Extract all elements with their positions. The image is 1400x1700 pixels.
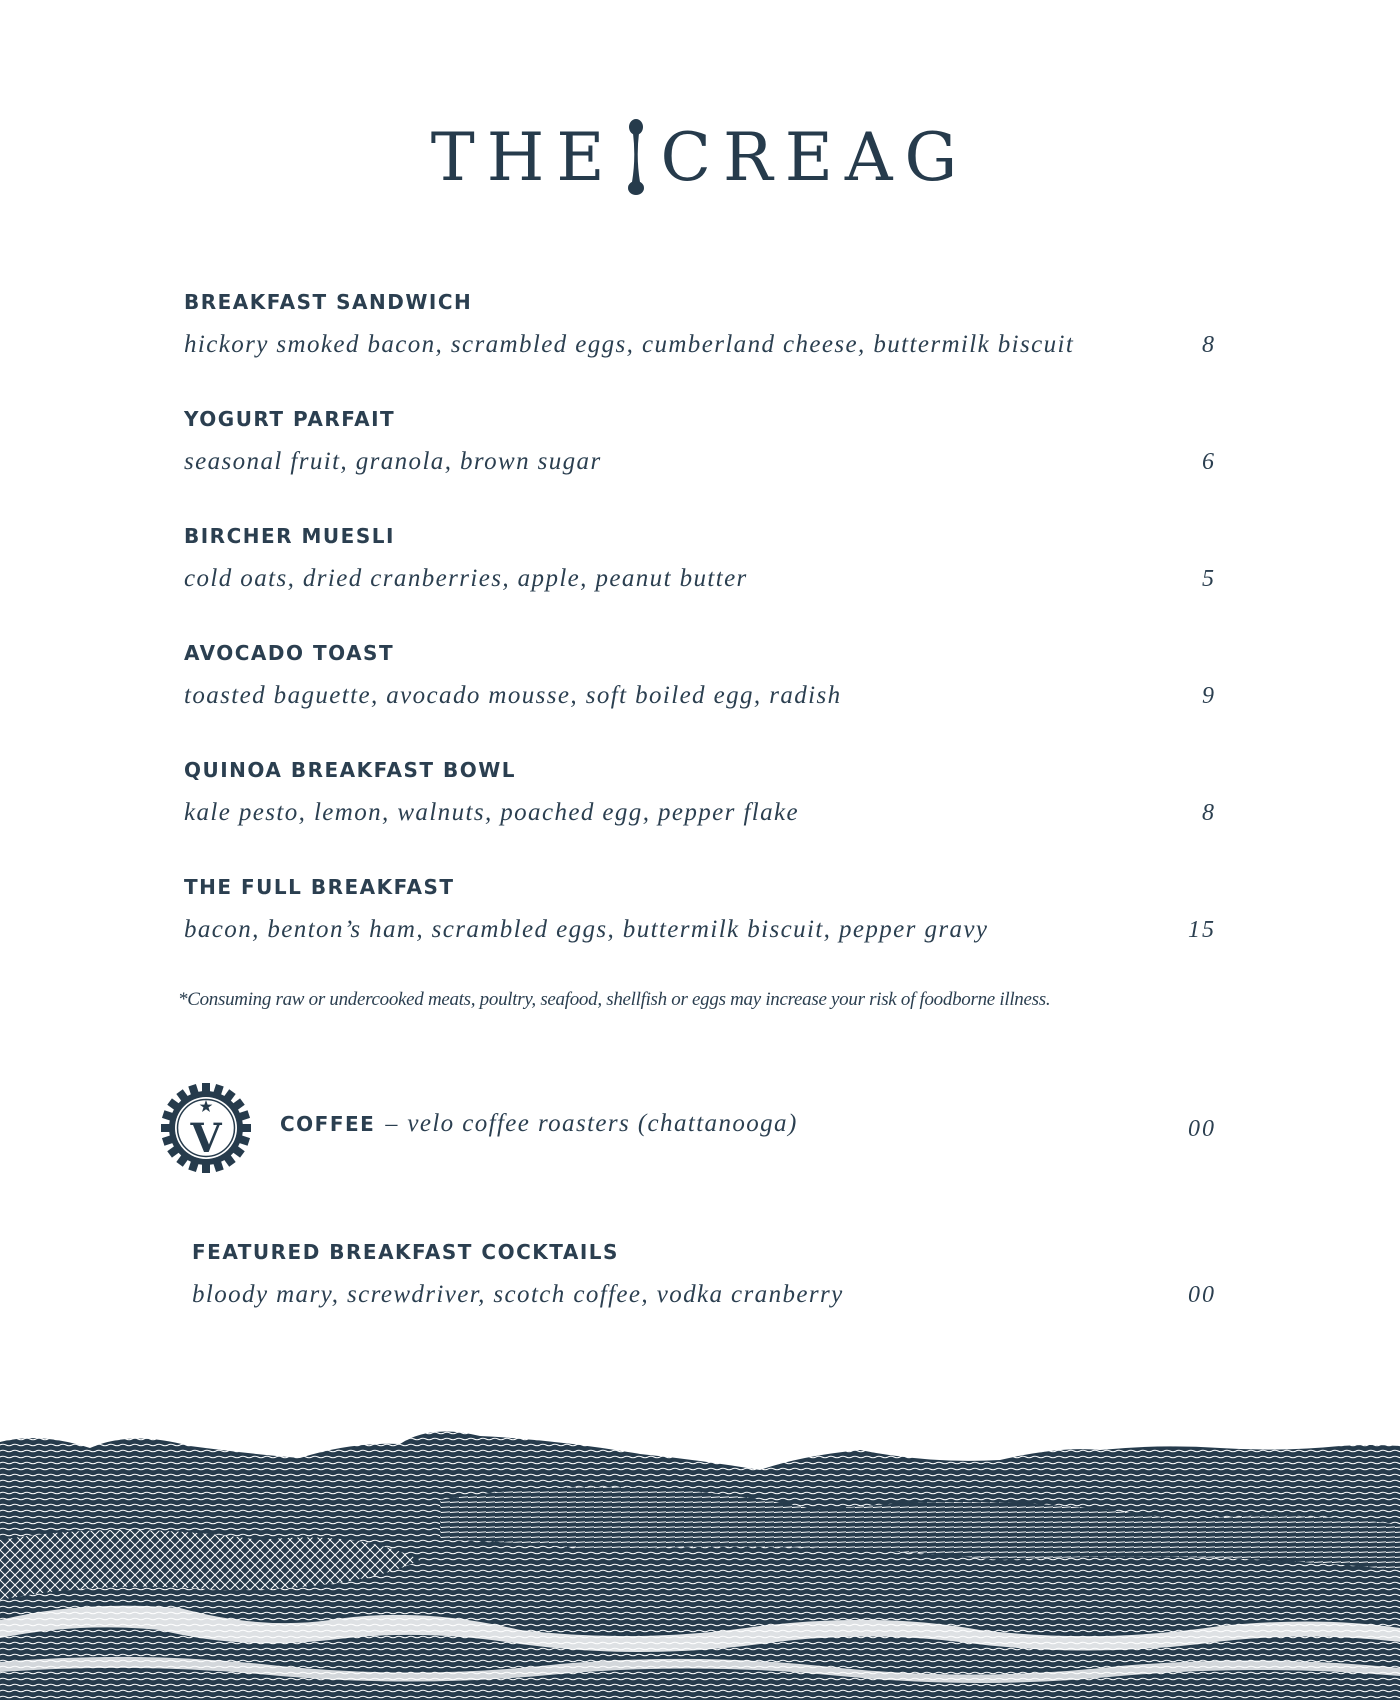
menu-item	[184, 405, 1216, 481]
menu-item-description: seasonal fruit, granola, brown sugar	[184, 448, 602, 475]
coffee-name: COFFEE	[280, 1112, 376, 1136]
menu-item-name: BIRCHER MUESLI	[184, 524, 395, 548]
menu-item-price: 8	[1202, 800, 1216, 826]
menu-item	[184, 873, 1216, 949]
menu-item	[184, 522, 1216, 598]
menu-item-price: 15	[1188, 917, 1216, 943]
menu-item	[184, 639, 1216, 715]
menu-item-name: AVOCADO TOAST	[184, 641, 395, 665]
cocktails-item	[192, 1238, 1216, 1314]
coffee-separator: –	[385, 1111, 398, 1137]
coffee-item	[160, 1082, 1216, 1178]
spoon-divider-icon	[623, 118, 649, 198]
menu-item-name: THE FULL BREAKFAST	[184, 875, 455, 899]
menu-item-description: cold oats, dried cranberries, apple, peanut butter	[184, 565, 748, 592]
brand-word-left: THE	[430, 119, 617, 196]
menu-item-name: YOGURT PARFAIT	[184, 407, 396, 431]
menu-item-description: toasted baguette, avocado mousse, soft boiled egg, radish	[184, 682, 842, 709]
cocktails-name: FEATURED BREAKFAST COCKTAILS	[192, 1240, 619, 1264]
engraved-landscape-illustration	[0, 1430, 1400, 1700]
menu-item-price: 8	[1202, 332, 1216, 358]
menu-item-price: 6	[1202, 449, 1216, 475]
velo-gear-badge-icon	[160, 1082, 252, 1174]
menu-item-description: bacon, benton’s ham, scrambled eggs, buttermilk biscuit, pepper gravy	[184, 916, 989, 943]
menu-item-description: kale pesto, lemon, walnuts, poached egg, pepper flake	[184, 799, 800, 826]
menu-item-description: hickory smoked bacon, scrambled eggs, cumberland cheese, buttermilk biscuit	[184, 331, 1075, 358]
menu-item-name: QUINOA BREAKFAST BOWL	[184, 758, 517, 782]
menu-item-price: 9	[1202, 683, 1216, 709]
badge-letter: V	[190, 1115, 222, 1162]
menu-item-price: 5	[1202, 566, 1216, 592]
coffee-description: velo coffee roasters (chattanooga)	[407, 1110, 798, 1137]
brand-logo	[0, 108, 1400, 208]
coffee-price: 00	[1188, 1116, 1216, 1142]
cocktails-description: bloody mary, screwdriver, scotch coffee, vodka cranberry	[192, 1281, 844, 1308]
menu-item	[184, 288, 1216, 364]
menu-item-name: BREAKFAST SANDWICH	[184, 290, 473, 314]
cocktails-price: 00	[1188, 1282, 1216, 1308]
brand-word-right: CREAG	[660, 119, 970, 196]
menu-item	[184, 756, 1216, 832]
food-safety-disclaimer: *Consuming raw or undercooked meats, poultry, seafood, shellfish or eggs may increase your risk of foodborne illness.	[178, 989, 1051, 1010]
